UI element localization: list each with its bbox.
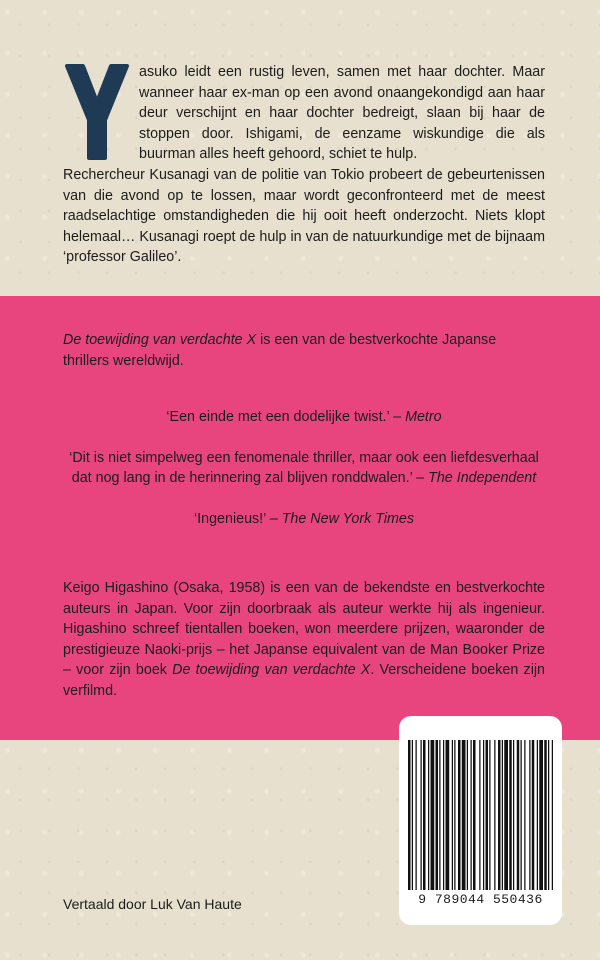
quote-text: ‘Ingenieus!’ –: [194, 510, 282, 527]
dropcap-y-icon: [61, 62, 133, 162]
quote-text: ‘Dit is niet simpelweg een fenomenale thriller, maar ook een liefdesverhaal dat nog lang in de herinnering zal blijven ronddwalen.’ –: [69, 449, 539, 487]
quote-source: The Independent: [428, 470, 537, 487]
synopsis-paragraph-2: Rechercheur Kusanagi van de politie van Tokio probeert de gebeurtenissen van die avond op te lossen, maar wordt geconfronteerd met de meest raadselachtige omstandigheden die hij ooit heeft onderzocht. Niets klopt helemaal… Kusanagi roept de hulp in van de natuurkundige met de bijnaam ‘professor Galileo’.: [63, 166, 545, 266]
quote-1: [63, 407, 545, 428]
bio-text: Keigo Higashino (Osaka, 1958) is een van de bekendste en bestverkochte auteurs in Japan. Voor zijn doorbraak als auteur werkte hij als ingenieur. Higashino schreef tientallen boeken, won meerdere prijzen, waaronder de prestigieuze Naoki-prijs – het Japanse equivalent van de Man Booker Prize – voor zijn boek: [63, 580, 545, 679]
quote-source: The New York Times: [281, 510, 414, 527]
quote-source: Metro: [405, 409, 442, 426]
promo-tagline-rest: is een van de bestverkochte Japanse thrillers wereldwijd.: [63, 332, 497, 369]
dropcap: [61, 62, 133, 162]
isbn-number: 9 789044 550436: [418, 892, 543, 907]
barcode-icon: [407, 740, 554, 890]
promo-tagline: [63, 330, 545, 371]
synopsis-paragraph-1: asuko leidt een rustig leven, samen met haar dochter. Maar wanneer haar ex-man op een avond onaangekondigd aan haar deur verschijnt en haar dochter bedreigt, slaan bij haar de stoppen door. Ishigami, de eenzame wiskundige die als buurman alles heeft gehoord, schiet te hulp.: [139, 64, 545, 163]
translator-credit: Vertaald door Luk Van Haute: [63, 896, 242, 912]
promo-book-title: De toewijding van verdachte X: [63, 332, 257, 348]
quote-3: [63, 509, 545, 530]
quote-text: ‘Een einde met een dodelijke twist.’ –: [166, 409, 406, 426]
barcode-box: [399, 716, 562, 925]
bio-text-end: . Verscheidene boeken zijn verfilmd.: [63, 662, 545, 699]
synopsis: [63, 62, 545, 268]
quote-2: [63, 448, 545, 489]
bio-book-title: De toewijding van verdachte X: [172, 662, 371, 679]
promo-section: [63, 330, 545, 530]
author-bio: [63, 578, 545, 702]
